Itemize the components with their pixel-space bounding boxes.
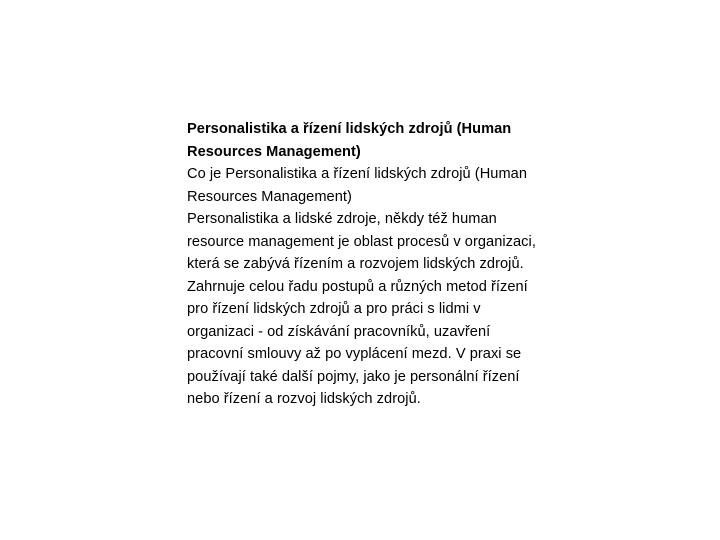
question-paragraph: Co je Personalistika a řízení lidských zdrojů (Human Resources Management) [187,166,528,205]
body-paragraph: Personalistika a lidské zdroje, někdy též human resource management je oblast procesů v organizaci, která se zabývá řízením a rozvojem lidských zdrojů. Zahrnuje celou řadu postupů a různých metod řízení pro řízení lidských zdrojů a pro práci s lidmi v organizaci - od získávání pracovníků, uzavření pracovní smlouvy až po vyplácení mezd. V praxi se používají také další pojmy, jako je personální řízení nebo řízení a rozvoj lidských zdrojů. [187,211,536,407]
text-block [187,118,539,411]
slide-heading: Personalistika a řízení lidských zdrojů (Human Resources Management) [187,121,512,160]
